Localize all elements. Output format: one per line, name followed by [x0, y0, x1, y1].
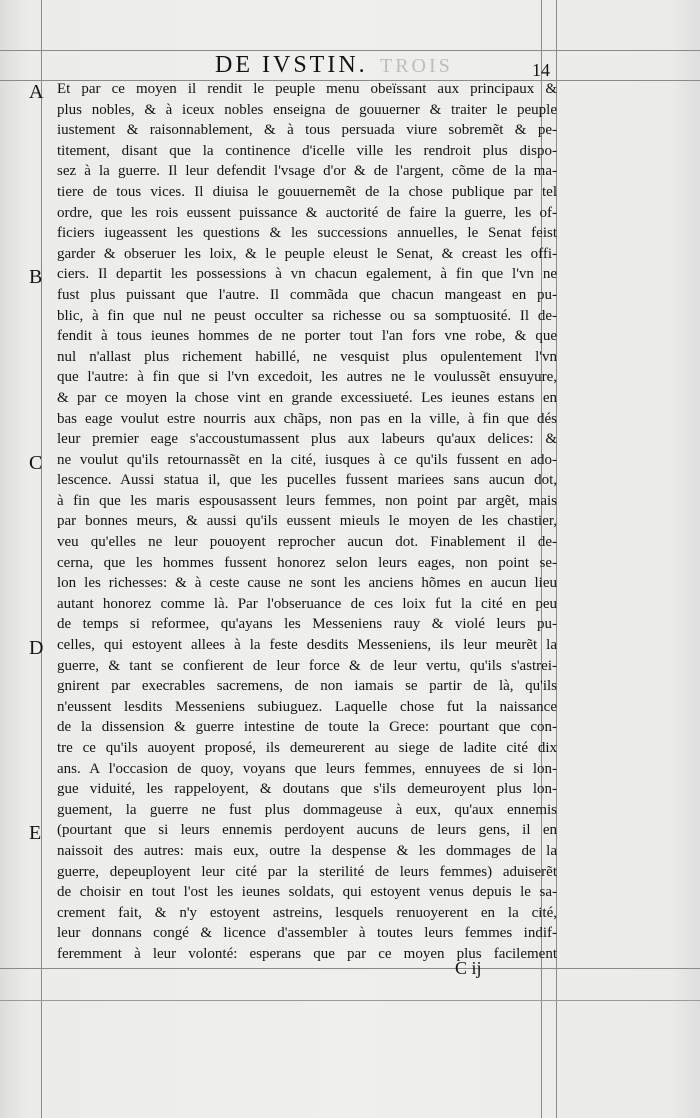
text-line: guerre, & tant se confierent de leur force & de leur vertu, qu'ils s'astrei-: [57, 657, 557, 674]
margin-marker-d: D: [29, 637, 44, 659]
text-line: tiere de tous vices. Il diuisa le gouuernemẽt de la chose publique par tel: [57, 183, 557, 200]
text-line: autant honorez comme là. Par l'obseruance de ces loix fut la cité en peu: [57, 595, 557, 612]
margin-marker-e: E: [29, 822, 42, 844]
signature-mark: C ij: [455, 958, 482, 978]
text-line: tre ce qu'ils auoyent proposé, ils demeurerent au siege de ladite cité dix: [57, 740, 557, 756]
text-line: ficiers iugeassent les questions & les successions annuelles, le Senat feist: [57, 225, 557, 242]
text-line: gnirent par execrables sacremens, de non iamais se partir de là, qu'ils: [57, 678, 557, 695]
page-number: 14: [532, 60, 550, 80]
text-line: à fin que les maris espousassent leurs femmes, non point par argẽt, mais: [57, 492, 557, 509]
left-margin-rule: [41, 0, 42, 1118]
text-line: cerna, que les hommes fussent honorez selon leurs eages, non point se-: [57, 554, 557, 571]
text-line: plus nobles, & à iceux nobles enseigna de gouuerner & traiter le peuple: [57, 101, 557, 118]
text-line: Et par ce moyen il rendit le peuple menu obeïssant aux principaux &: [57, 81, 557, 97]
text-line: naissoit des autres: mais eux, outre la despense & les dommages de la: [57, 842, 557, 859]
text-line: garder & obseruer les loix, & le peuple eleust le Senat, & creast les offi-: [57, 245, 557, 262]
text-line: lescence. Aussi statua il, que les pucelles fussent mariees sans aucun dot,: [57, 472, 557, 489]
body-text: [57, 79, 557, 965]
text-line: (pourtant que si leurs ennemis perdoyent aucuns de leurs gens, il en: [57, 822, 557, 839]
text-line: de la dissension & guerre intestine de toute la Grece: pourtant que con-: [57, 719, 557, 736]
text-line: n'eussent lesdits Messeniens subiuguez. Laquelle chose fut la naissance: [57, 698, 557, 715]
text-line: ordre, que les rois eussent puissance & auctorité de faire la guerre, les of-: [57, 204, 557, 221]
text-line: fust plus puissant que l'autre. Il commãda que chacun mangeast en pu-: [57, 286, 557, 303]
text-line: leur donnans congé & licence d'assembler à toutes leurs femmes indif-: [57, 925, 557, 942]
margin-marker-b: B: [29, 266, 43, 288]
text-line: de choisir en tout l'ost les ieunes soldats, qui estoyent venus depuis le sa-: [57, 884, 557, 901]
text-line: ne voulut qu'ils retournassẽt en la cité, iusques à ce qu'ils fussent en ado-: [57, 451, 557, 468]
margin-marker-a: A: [29, 81, 44, 103]
text-line: veu qu'elles ne leur pouoyent reprocher aucun dot. Finablement il de-: [57, 534, 557, 551]
text-line: par bonnes meurs, & aussi qu'ils eussent mieuls le moyen de les chastier,: [57, 513, 557, 530]
show-through-heading: TROIS: [380, 55, 453, 77]
text-line: que l'autre: à fin que si l'vn excedoit, les autres ne le voulussẽt ensuyure,: [57, 369, 557, 386]
bottom-rule: [0, 1000, 700, 1001]
text-line: de temps si reformee, qu'ayans les Messeniens rauy & violé leurs pu-: [57, 616, 557, 633]
text-line: iustement & raisonnablement, & à tous persuada viure sobremẽt & pe-: [57, 122, 557, 139]
top-rule: [0, 50, 700, 51]
text-line: titement, disant que la continence d'icelle ville les rendroit plus dispo-: [57, 142, 557, 159]
text-line: celles, qui estoyent allees à la feste desdits Messeniens, ils leur meurẽt la: [57, 637, 557, 654]
text-line: leur premier eage s'accoustumassent plus aux labeurs qu'aux delices: &: [57, 431, 557, 448]
text-line: fendit à tous ieunes hommes de ne porter tout l'an fors vne robe, & que: [57, 328, 557, 345]
footer-rule: [0, 968, 700, 969]
margin-marker-c: C: [29, 452, 43, 474]
text-line: ans. A l'occasion de quoy, voyans que leurs femmes, ennuyees de si lon-: [57, 760, 557, 777]
text-line: bas eage voulut estre nourris aux chãps, non pas en la ville, à fin que dés: [57, 410, 557, 427]
text-line: gue viduité, les rappeloyent, & doutans que s'ils demeuroyent plus lon-: [57, 781, 557, 798]
running-head: DE IVSTIN.: [215, 52, 368, 78]
text-line: blic, à fin que nul ne peust occulter sa richesse ou sa somptuosité. Il de-: [57, 307, 557, 324]
text-line: guerre, depeuployent leur cité par la sterilité de leurs femmes) aduiserẽt: [57, 863, 557, 880]
text-line: sez à la guerre. Il leur defendit l'vsage d'or & de l'argent, cõme de la ma-: [57, 163, 557, 180]
text-line: feremment à leur volonté: esperans que par ce moyen plus facilement: [57, 945, 557, 962]
text-line: nul n'allast plus richement habillé, ne vesquist plus opulentement l'vn: [57, 348, 557, 365]
text-line: guement, la guerre ne fust plus dommageuse à eux, qu'aux ennemis: [57, 801, 557, 818]
text-line: lon les richesses: & à ceste cause ne sont les anciens hõmes en aucun lieu: [57, 575, 557, 592]
text-line: & par ce moyen la chose vint en grande excessiueté. Les ieunes estans en: [57, 389, 557, 406]
text-line: ciers. Il departit les possessions à vn chacun egalement, à fin que l'vn ne: [57, 266, 557, 283]
text-line: crement fait, & n'y estoyent astreins, lesquels renuoyerent en la cité,: [57, 904, 557, 921]
